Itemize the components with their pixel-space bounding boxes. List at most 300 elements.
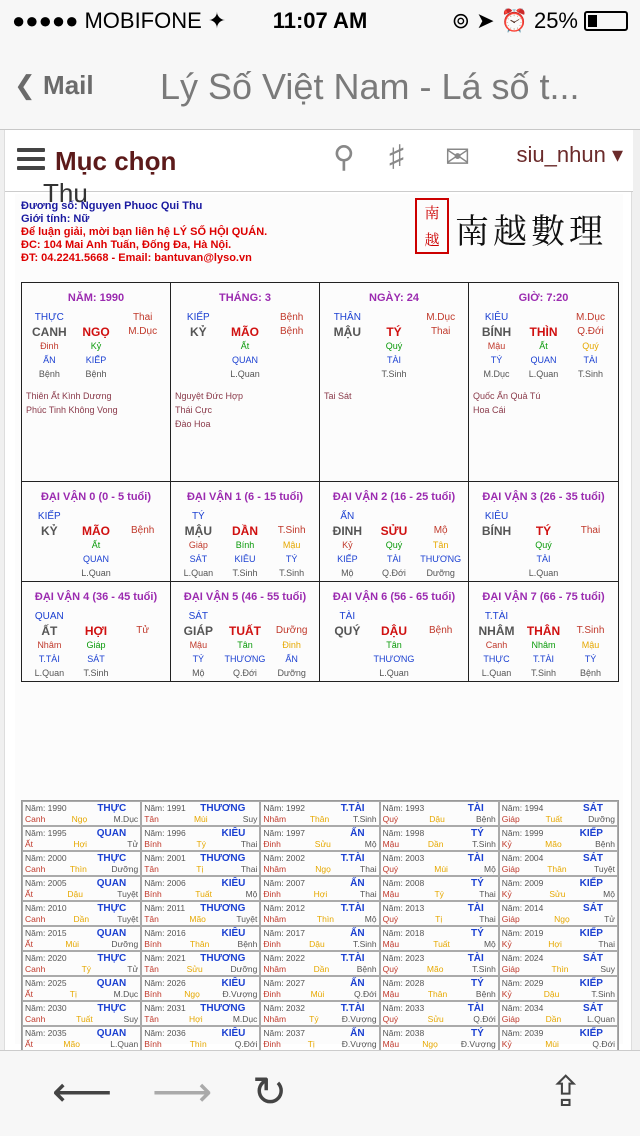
year-top xyxy=(25,1003,138,1014)
cell-value xyxy=(222,311,269,325)
year-top xyxy=(263,828,376,839)
year-god: THƯƠNG xyxy=(200,903,246,914)
year-top xyxy=(383,1028,496,1039)
cell-value xyxy=(567,566,614,580)
year-cell[interactable] xyxy=(141,926,260,951)
year-top xyxy=(144,878,257,889)
year-branch: Hợi xyxy=(189,1014,203,1024)
cell-value xyxy=(567,552,614,566)
cell-row xyxy=(324,325,464,339)
year-branch: Dậu xyxy=(67,889,83,899)
year-cell[interactable] xyxy=(380,1026,499,1050)
cell-value: THÌN xyxy=(529,325,558,339)
year-top xyxy=(383,1003,496,1014)
year-cell[interactable] xyxy=(380,801,499,826)
year-label: Năm: 1995 xyxy=(25,828,67,838)
cell-value xyxy=(119,666,166,680)
year-god: THỰC xyxy=(97,1003,127,1014)
year-bottom xyxy=(383,814,496,825)
year-top xyxy=(502,803,615,814)
year-bottom xyxy=(383,989,496,1000)
year-cell[interactable] xyxy=(260,901,379,926)
year-branch: Dậu xyxy=(543,989,560,999)
cell-value xyxy=(119,652,166,666)
year-cell[interactable] xyxy=(380,876,499,901)
star-line: Quốc Ấn Quả Tú xyxy=(473,391,541,401)
year-bottom xyxy=(383,1039,496,1050)
cell-value: MẬU xyxy=(184,524,212,538)
year-phase: Tử xyxy=(127,964,139,974)
year-cell[interactable] xyxy=(499,801,618,826)
cell-title: ĐẠI VẬN 0 (0 - 5 tuổi) xyxy=(40,491,151,503)
pillar-cell[interactable] xyxy=(469,582,618,682)
share-icon[interactable]: ⇪ xyxy=(548,1068,584,1115)
star-list xyxy=(324,389,464,403)
pillar-cell[interactable] xyxy=(171,283,320,481)
year-label: Năm: 1998 xyxy=(382,828,425,838)
year-cell[interactable] xyxy=(141,826,260,851)
year-branch: Sửu xyxy=(186,964,203,974)
year-god: ẤN xyxy=(350,828,365,839)
cell-row xyxy=(175,552,315,566)
cell-row xyxy=(324,353,464,367)
year-phase: Bệnh xyxy=(237,939,258,949)
year-god: QUAN xyxy=(96,878,127,889)
year-top xyxy=(25,903,138,914)
pillar-cell[interactable] xyxy=(469,482,618,582)
cell-row xyxy=(473,510,614,524)
star-line: Thái Cực xyxy=(175,405,213,415)
year-phase: L.Quan xyxy=(587,1014,615,1024)
year-cell[interactable] xyxy=(380,976,499,1001)
year-stem: Tân xyxy=(144,914,159,924)
cell-value: ẤT xyxy=(41,624,58,638)
year-god: THỰC xyxy=(97,903,127,914)
year-bottom xyxy=(263,889,376,900)
year-bottom xyxy=(383,839,496,850)
cell-value: SÁT xyxy=(189,554,208,564)
cell-value: THƯƠNG xyxy=(224,654,266,664)
year-stem: Nhâm xyxy=(263,864,287,874)
year-label: Năm: 1990 xyxy=(25,803,67,813)
cell-value: Mộ xyxy=(192,668,205,678)
cell-value: Bính xyxy=(235,540,255,550)
year-phase: L.Quan xyxy=(110,1039,139,1049)
year-cell[interactable] xyxy=(141,951,260,976)
year-god: TÝ xyxy=(471,878,484,889)
year-cell[interactable] xyxy=(141,901,260,926)
cell-value: NHÂM xyxy=(478,624,515,638)
year-stem: Bính xyxy=(144,989,162,999)
year-label: Năm: 2024 xyxy=(501,953,544,963)
year-phase: Q.Đới xyxy=(354,989,377,999)
year-label: Năm: 1996 xyxy=(144,828,186,838)
year-branch: Tuất xyxy=(545,814,563,824)
cell-value xyxy=(417,353,464,367)
year-cell[interactable] xyxy=(499,926,618,951)
year-cell[interactable] xyxy=(22,926,141,951)
year-phase: Đ.Vượng xyxy=(341,1039,377,1049)
year-phase: T.Sinh xyxy=(352,939,377,949)
year-label: Năm: 2032 xyxy=(263,1003,305,1013)
year-god: KIÊU xyxy=(221,828,246,839)
cell-value: BÍNH xyxy=(481,524,512,538)
year-cell[interactable] xyxy=(260,876,379,901)
year-cell[interactable] xyxy=(141,976,260,1001)
year-label: Năm: 2023 xyxy=(382,953,425,963)
pillar-cell[interactable] xyxy=(22,482,171,582)
year-bottom xyxy=(383,939,496,950)
cell-value xyxy=(268,339,315,353)
year-cell[interactable] xyxy=(141,876,260,901)
cell-value xyxy=(417,666,464,680)
year-god: KIÊU xyxy=(221,978,246,989)
cell-row xyxy=(473,566,614,580)
year-phase: Mộ xyxy=(364,914,377,924)
pillar-cell[interactable] xyxy=(320,283,469,481)
year-cell[interactable] xyxy=(499,951,618,976)
year-god: QUAN xyxy=(96,828,127,839)
year-bottom xyxy=(25,814,138,825)
year-phase: Dưỡng xyxy=(588,814,615,824)
year-label: Năm: 2027 xyxy=(263,978,305,988)
cell-value: SÁT xyxy=(87,654,105,664)
year-branch: Sửu xyxy=(314,839,331,849)
cell-value: L.Quan xyxy=(481,668,512,678)
star-list xyxy=(473,389,614,417)
cell-title: ĐẠI VẬN 4 (36 - 45 tuổi) xyxy=(34,591,158,603)
year-label: Năm: 2004 xyxy=(501,853,544,863)
year-top xyxy=(263,878,376,889)
year-top xyxy=(502,828,615,839)
year-stem: Quý xyxy=(382,864,399,874)
year-stem: Canh xyxy=(25,814,46,824)
year-bottom xyxy=(25,914,138,925)
year-label: Năm: 1991 xyxy=(144,803,186,813)
status-bar xyxy=(0,0,640,40)
year-cell[interactable] xyxy=(22,951,141,976)
dai-van-row-2 xyxy=(21,582,619,682)
year-branch: Tị xyxy=(307,1039,315,1049)
cell-value: THÂN xyxy=(333,312,361,323)
year-cell[interactable] xyxy=(22,901,141,926)
year-cell[interactable] xyxy=(499,976,618,1001)
year-cell[interactable] xyxy=(22,976,141,1001)
back-to-mail-button[interactable] xyxy=(14,70,94,101)
cell-value: Kỷ xyxy=(342,540,353,550)
year-branch: Dần xyxy=(73,914,90,924)
year-god: T.TÀI xyxy=(340,1003,365,1014)
year-phase: T.Sinh xyxy=(352,814,377,824)
year-top xyxy=(25,978,138,989)
year-god: KIẾP xyxy=(579,1028,603,1039)
cell-value: Thai xyxy=(132,312,153,323)
year-branch: Ngọ xyxy=(422,1039,438,1049)
star-line: Thiên Ất Kình Dương xyxy=(26,391,112,401)
cell-value xyxy=(567,510,614,524)
year-label: Năm: 2034 xyxy=(501,1003,544,1013)
year-top xyxy=(263,853,376,864)
year-cell[interactable] xyxy=(499,876,618,901)
calligraphy-logo: 南越數理 xyxy=(455,212,607,252)
cell-row xyxy=(26,610,166,624)
year-god: SÁT xyxy=(582,853,603,864)
year-top xyxy=(383,928,496,939)
year-cell[interactable] xyxy=(260,851,379,876)
site-frame xyxy=(4,130,632,1050)
year-phase: Tuyệt xyxy=(117,889,139,899)
year-label: Năm: 1997 xyxy=(263,828,305,838)
year-god: QUAN xyxy=(96,1028,127,1039)
cell-value: L.Quan xyxy=(183,568,214,578)
cell-value xyxy=(520,510,567,524)
year-top xyxy=(25,1028,138,1039)
cell-value xyxy=(324,353,371,367)
cell-value: Nhâm xyxy=(37,640,62,650)
web-view[interactable] xyxy=(0,130,640,1050)
year-phase: Mộ xyxy=(483,939,496,949)
year-bottom xyxy=(25,964,138,975)
year-branch: Thân xyxy=(547,864,567,874)
cell-row xyxy=(473,638,614,652)
navigation-bar xyxy=(0,40,640,130)
year-table xyxy=(21,800,619,1050)
cell-row xyxy=(473,353,614,367)
cell-value: T.Sinh xyxy=(277,525,306,536)
cell-value xyxy=(417,610,464,624)
year-cell[interactable] xyxy=(141,1001,260,1026)
pillar-cell[interactable] xyxy=(469,283,618,481)
cell-value: KIÊU xyxy=(234,554,256,564)
pillar-cell[interactable] xyxy=(22,582,171,682)
cell-row xyxy=(324,510,464,524)
cell-value xyxy=(567,538,614,552)
year-label: Năm: 1999 xyxy=(501,828,544,838)
cell-value xyxy=(268,367,315,381)
cell-value xyxy=(73,311,120,325)
year-cell[interactable] xyxy=(380,851,499,876)
cell-value: Mộ xyxy=(341,568,354,578)
cell-value: Tân xyxy=(432,540,449,550)
year-label: Năm: 2010 xyxy=(25,903,67,913)
cell-value: QUAN xyxy=(231,355,258,365)
cell-row xyxy=(26,552,166,566)
year-bottom xyxy=(144,939,257,950)
cell-value xyxy=(371,610,418,624)
cell-value xyxy=(268,610,315,624)
cell-value: M.Dục xyxy=(576,312,605,323)
cell-value: T.Sinh xyxy=(381,369,407,379)
cell-value xyxy=(119,552,166,566)
year-cell[interactable] xyxy=(380,826,499,851)
cell-row xyxy=(26,510,166,524)
year-cell[interactable] xyxy=(141,1026,260,1050)
cell-value: TUẤT xyxy=(228,624,261,638)
year-cell[interactable] xyxy=(260,926,379,951)
year-top xyxy=(25,953,138,964)
year-bottom xyxy=(144,989,257,1000)
mail-icon[interactable]: ✉ xyxy=(445,141,471,174)
cell-value xyxy=(119,566,166,580)
year-branch: Sửu xyxy=(549,889,566,899)
year-top xyxy=(263,903,376,914)
year-branch: Mão xyxy=(426,964,444,974)
year-cell[interactable] xyxy=(380,901,499,926)
year-cell[interactable] xyxy=(260,1026,379,1050)
cell-value: Mậu xyxy=(581,640,600,650)
year-label: Năm: 2003 xyxy=(382,853,425,863)
year-stem: Mậu xyxy=(382,1039,400,1049)
year-branch: Mùi xyxy=(193,814,208,824)
year-god: ẤN xyxy=(350,978,365,989)
year-god: QUAN xyxy=(96,928,127,939)
year-cell[interactable] xyxy=(380,926,499,951)
reload-icon[interactable]: ↻ xyxy=(252,1068,288,1115)
pillar-cell[interactable] xyxy=(320,582,469,682)
cell-row xyxy=(324,367,464,381)
year-cell[interactable] xyxy=(260,826,379,851)
year-cell[interactable] xyxy=(22,851,141,876)
year-god: THƯƠNG xyxy=(200,853,246,864)
year-phase: Tuyệt xyxy=(594,864,615,874)
year-stem: Giáp xyxy=(501,1014,520,1024)
year-cell[interactable] xyxy=(22,826,141,851)
year-label: Năm: 2028 xyxy=(382,978,425,988)
year-bottom xyxy=(144,1039,257,1050)
cell-value: T.TÀI xyxy=(532,654,554,664)
year-cell[interactable] xyxy=(260,951,379,976)
back-label: Mail xyxy=(43,70,94,100)
year-phase: Suy xyxy=(600,964,615,974)
cell-row xyxy=(26,652,166,666)
cell-row xyxy=(473,552,614,566)
year-label: Năm: 2035 xyxy=(25,1028,67,1038)
pillar-cell[interactable] xyxy=(171,482,320,582)
year-cell[interactable] xyxy=(22,1026,141,1050)
cell-value xyxy=(119,610,166,624)
year-cell[interactable] xyxy=(22,876,141,901)
year-cell[interactable] xyxy=(499,1026,618,1050)
year-bottom xyxy=(502,889,615,900)
year-top xyxy=(263,1028,376,1039)
year-top xyxy=(25,853,138,864)
year-phase: Mộ xyxy=(603,889,615,899)
year-phase: T.Sinh xyxy=(591,989,615,999)
year-bottom xyxy=(144,814,257,825)
cell-value: T.TÀI xyxy=(38,654,60,664)
year-label: Năm: 1992 xyxy=(263,803,305,813)
year-stem: Ất xyxy=(25,989,34,999)
year-cell[interactable] xyxy=(499,1001,618,1026)
pillar-cell[interactable] xyxy=(22,283,171,481)
search-icon[interactable]: ⚲ xyxy=(333,141,355,174)
year-branch: Thìn xyxy=(316,914,334,924)
year-cell[interactable] xyxy=(22,1001,141,1026)
year-god: TÝ xyxy=(471,828,484,839)
year-bottom xyxy=(25,1039,138,1050)
year-bottom xyxy=(263,864,376,875)
pillar-cell[interactable] xyxy=(320,482,469,582)
year-bottom xyxy=(25,839,138,850)
year-cell[interactable] xyxy=(499,851,618,876)
year-stem: Tân xyxy=(144,964,159,974)
cell-value: T.Sinh xyxy=(576,625,605,636)
year-cell[interactable] xyxy=(260,976,379,1001)
year-cell[interactable] xyxy=(380,951,499,976)
user-menu[interactable]: siu_nhun ▾ xyxy=(516,142,623,167)
year-cell[interactable] xyxy=(141,851,260,876)
year-god: THỰC xyxy=(97,803,127,814)
year-branch: Hợi xyxy=(73,839,87,849)
signal-icon: ●●●●● xyxy=(12,8,79,33)
year-cell[interactable] xyxy=(499,901,618,926)
year-branch: Ngọ xyxy=(184,989,200,999)
year-stem: Bính xyxy=(144,939,162,949)
year-bottom xyxy=(263,964,376,975)
forward-arrow-icon[interactable]: ⟶ xyxy=(152,1068,213,1115)
hamburger-icon[interactable] xyxy=(17,148,45,170)
cell-value: TÝ xyxy=(285,554,298,564)
year-cell[interactable] xyxy=(260,801,379,826)
year-cell[interactable] xyxy=(260,1001,379,1026)
cell-row xyxy=(26,311,166,325)
cell-value: DẦN xyxy=(231,524,258,538)
year-label: Năm: 2025 xyxy=(25,978,67,988)
cell-value: Đinh xyxy=(282,640,301,650)
cell-value: MÃO xyxy=(230,325,259,339)
cell-value xyxy=(26,566,73,580)
year-label: Năm: 2007 xyxy=(263,878,305,888)
cell-value: QUAN xyxy=(82,554,109,564)
year-phase: Bệnh xyxy=(475,814,496,824)
year-cell[interactable] xyxy=(22,801,141,826)
cell-value: Kỷ xyxy=(90,341,102,351)
year-phase: Q.Đới xyxy=(592,1039,615,1049)
cell-row xyxy=(175,624,315,638)
year-cell[interactable] xyxy=(499,826,618,851)
year-top xyxy=(144,953,257,964)
cell-value xyxy=(417,652,464,666)
cell-value: TÀI xyxy=(583,355,598,365)
bell-icon[interactable]: ♯ xyxy=(389,140,404,173)
year-god: SÁT xyxy=(582,1003,603,1014)
year-phase: Q.Đới xyxy=(473,1014,496,1024)
year-bottom xyxy=(502,1014,615,1025)
year-phase: Suy xyxy=(242,814,258,824)
cell-row xyxy=(175,566,315,580)
year-cell[interactable] xyxy=(380,1001,499,1026)
cell-title: ĐẠI VẬN 6 (56 - 65 tuổi) xyxy=(332,591,456,603)
year-god: KIÊU xyxy=(221,1028,246,1039)
pillar-cell[interactable] xyxy=(171,582,320,682)
back-arrow-icon[interactable]: ⟵ xyxy=(52,1068,113,1115)
menu-label[interactable]: Mục chọn xyxy=(55,146,177,176)
year-top xyxy=(263,953,376,964)
year-cell[interactable] xyxy=(141,801,260,826)
cell-title: ĐẠI VẬN 3 (26 - 35 tuổi) xyxy=(482,491,605,503)
year-god: T.TÀI xyxy=(340,853,365,864)
year-god: T.TÀI xyxy=(340,953,365,964)
cell-value: ẤN xyxy=(285,654,298,664)
year-branch: Tuất xyxy=(433,939,450,949)
year-phase: T.Sinh xyxy=(472,839,496,849)
year-top xyxy=(144,828,257,839)
cell-value: Bệnh xyxy=(428,625,453,636)
cell-value: Bệnh xyxy=(279,312,304,323)
year-top xyxy=(144,928,257,939)
site-menu-bar xyxy=(5,130,633,192)
cell-value: SỬU xyxy=(380,524,408,538)
